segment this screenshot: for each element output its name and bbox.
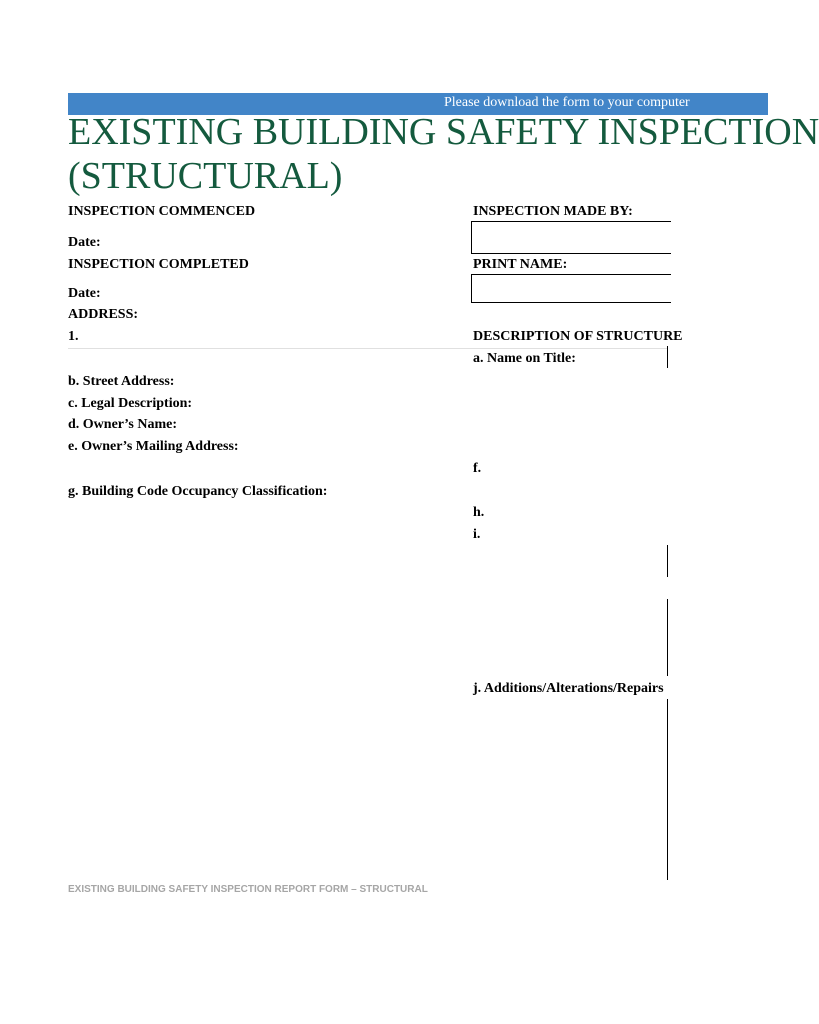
occupancy-classification-label: g. Building Code Occupancy Classification:: [68, 484, 328, 499]
inspection-made-by-label: INSPECTION MADE BY:: [473, 204, 633, 219]
form-title-line2: (STRUCTURAL): [68, 155, 343, 197]
print-name-field[interactable]: [471, 274, 671, 303]
item-i-field-edge[interactable]: [667, 545, 668, 577]
download-banner-text: Please download the form to your computer: [444, 95, 690, 110]
additions-alterations-label: j. Additions/Alterations/Repairs: [473, 681, 664, 696]
additions-field-edge[interactable]: [667, 699, 668, 880]
inspection-made-by-field[interactable]: [471, 221, 671, 254]
owners-name-label: d. Owner’s Name:: [68, 417, 177, 432]
commenced-date-label: Date:: [68, 235, 101, 250]
page-footer: EXISTING BUILDING SAFETY INSPECTION REPORT FORM – STRUCTURAL: [68, 884, 428, 895]
name-on-title-field-edge[interactable]: [667, 346, 668, 368]
completed-date-label: Date:: [68, 286, 101, 301]
description-of-structure-label: DESCRIPTION OF STRUCTURE: [473, 329, 683, 344]
item-i-label: i.: [473, 527, 481, 542]
inspection-commenced-label: INSPECTION COMMENCED: [68, 204, 256, 219]
item-f-label: f.: [473, 461, 482, 476]
address-label: ADDRESS:: [68, 307, 139, 322]
inspection-completed-label: INSPECTION COMPLETED: [68, 257, 249, 272]
name-on-title-label: a. Name on Title:: [473, 351, 576, 366]
item-1-label: 1.: [68, 329, 79, 344]
owners-mailing-address-label: e. Owner’s Mailing Address:: [68, 439, 239, 454]
item-h-label: h.: [473, 505, 485, 520]
street-address-label: b. Street Address:: [68, 374, 175, 389]
form-title-line1: EXISTING BUILDING SAFETY INSPECTION: [68, 111, 819, 153]
legal-description-label: c. Legal Description:: [68, 396, 193, 411]
section-divider: [68, 348, 668, 349]
item-i-notes-field-edge[interactable]: [667, 599, 668, 676]
print-name-label: PRINT NAME:: [473, 257, 568, 272]
